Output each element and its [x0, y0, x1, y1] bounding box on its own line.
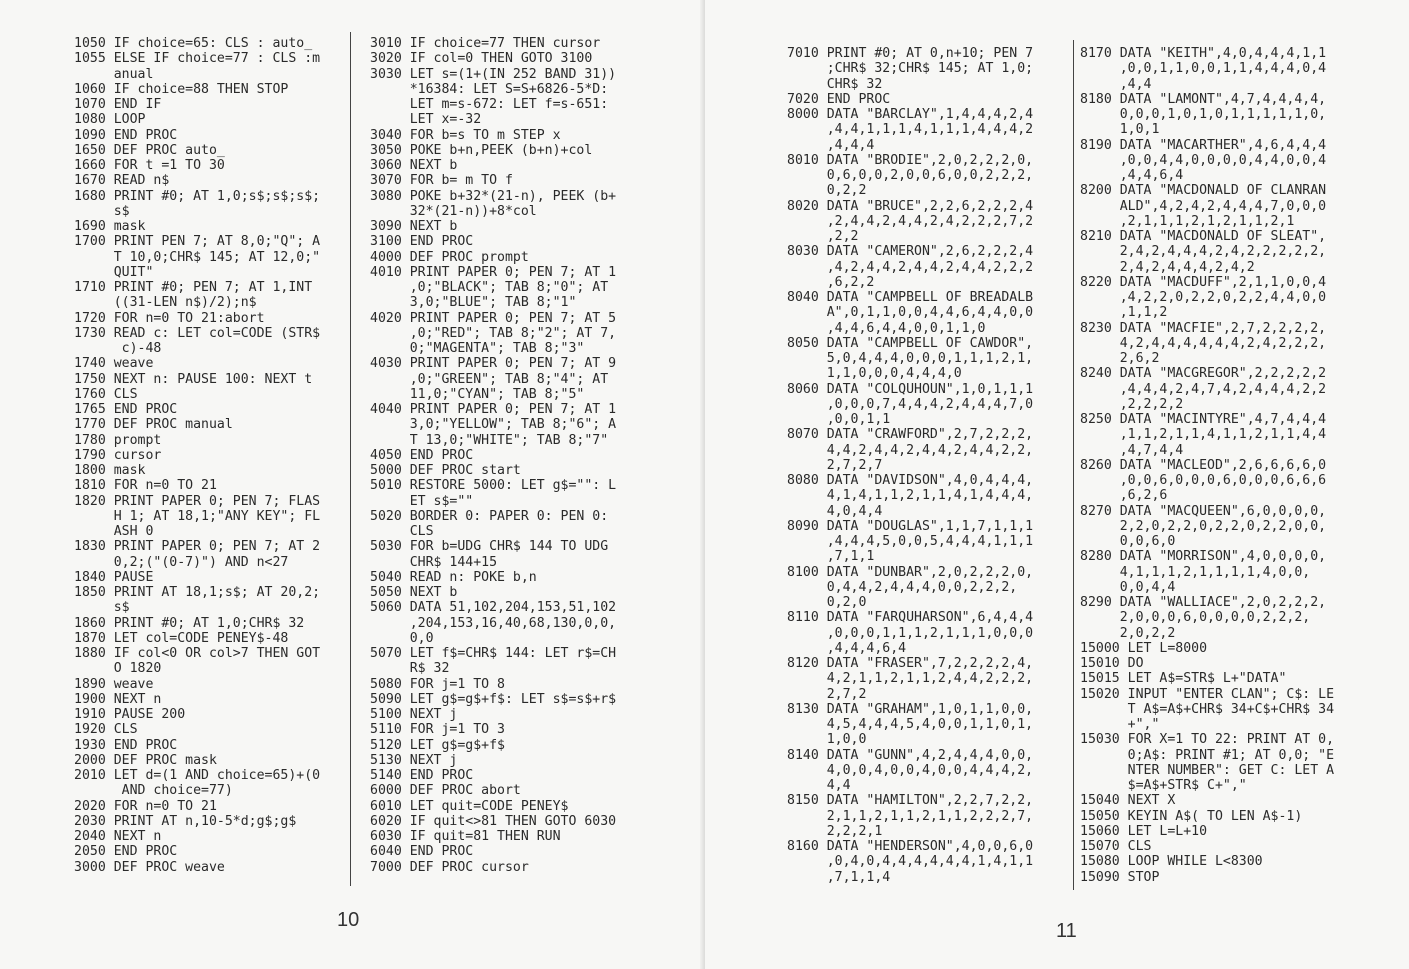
left-page	[0, 0, 704, 969]
column-divider	[1073, 40, 1074, 890]
code-column-3: 7010 PRINT #0; AT 0,n+10; PEN 7 ;CHR$ 32;CHR$ 145; AT 1,0; CHR$ 32 7020 END PROC 8000 DATA "BARCLAY",1,4,4,4,2,4 ,4,4,1,1,1,4,1,1,1,4,4,4,2 ,4,4,4 8010 DATA "BRODIE",2,0,2,2,2,0, 0,6,0,0,2,0,0,6,0,0,2,2,2, 0,2,2 8020 DATA "BRUCE",2,2,6,2,2,2,4 ,2,4,4,2,4,4,2,4,2,2,2,7,2 ,2,2 8030 DATA "CAMERON",2,6,2,2,2,4 ,4,2,4,4,2,4,4,2,4,4,2,2,2 ,6,2,2 8040 DATA "CAMPBELL OF BREADALB A",0,1,1,0,0,4,4,6,4,4,0,0 ,4,4,6,4,4,0,0,1,1,0 8050 DATA "CAMPBELL OF CAWDOR", 5,0,4,4,4,0,0,0,1,1,1,2,1, 1,1,0,0,0,4,4,4,0 8060 DATA "COLQUHOUN",1,0,1,1,1 ,0,0,0,7,4,4,4,2,4,4,4,7,0 ,0,0,1,1 8070 DATA "CRAWFORD",2,7,2,2,2, 4,4,2,4,4,2,4,4,2,4,4,2,2, 2,7,2,7 8080 DATA "DAVIDSON",4,0,4,4,4, 4,1,4,1,1,2,1,1,4,1,4,4,4, 4,0,4,4 8090 DATA "DOUGLAS",1,1,7,1,1,1 ,4,4,4,5,0,0,5,4,4,4,1,1,1 ,7,1,1 8100 DATA "DUNBAR",2,0,2,2,2,0, 0,4,4,2,4,4,4,0,0,2,2,2, 0,2,0 8110 DATA "FARQUHARSON",6,4,4,4 ,0,0,0,1,1,1,2,1,1,1,0,0,0 ,4,4,4,6,4 8120 DATA "FRASER",7,2,2,2,2,4, 4,2,1,1,2,1,1,2,4,4,2,2,2, 2,7,2 8130 DATA "GRAHAM",1,0,1,1,0,0, 4,5,4,4,4,5,4,0,0,1,1,0,1, 1,0,0 8140 DATA "GUNN",4,2,4,4,4,0,0, 4,0,0,4,0,0,4,0,0,4,4,4,2, 4,4 8150 DATA "HAMILTON",2,2,7,2,2, 2,1,1,2,1,1,2,1,1,2,2,2,7, 2,2,2,1 8160 DATA "HENDERSON",4,0,0,6,0 ,0,4,0,4,4,4,4,4,4,1,4,1,1 ,7,1,1,4	[787, 46, 1034, 885]
code-column-4: 8170 DATA "KEITH",4,0,4,4,4,1,1 ,0,0,1,1,0,0,1,1,4,4,4,0,4 ,4,4 8180 DATA "LAMONT",4,7,4,4,4,4, 0,0,0,1,0,1,0,1,1,1,1,1,0, 1,0,1 8190 DATA "MACARTHER",4,6,4,4,4 ,0,0,4,4,0,0,0,0,4,4,0,0,4 ,4,4,6,4 8200 DATA "MACDONALD OF CLANRAN ALD",4,2,4,2,4,4,4,7,0,0,0 ,2,1,1,1,2,1,2,1,1,2,1 8210 DATA "MACDONALD OF SLEAT", 2,4,2,4,4,4,2,4,2,2,2,2,2, 2,4,2,4,4,4,2,4,2 8220 DATA "MACDUFF",2,1,1,0,0,4 ,4,2,2,0,2,2,0,2,2,4,4,0,0 ,1,1,2 8230 DATA "MACFIE",2,7,2,2,2,2, 4,2,4,4,4,4,4,4,2,4,2,2,2, 2,6,2 8240 DATA "MACGREGOR",2,2,2,2,2 ,4,4,4,2,4,7,4,2,4,4,4,2,2 ,2,2,2,2 8250 DATA "MACINTYRE",4,7,4,4,4 ,1,1,2,1,1,4,1,1,2,1,1,4,4 ,4,7,4,4 8260 DATA "MACLEOD",2,6,6,6,6,0 ,0,0,6,0,0,0,6,0,0,0,6,6,6 ,6,2,6 8270 DATA "MACQUEEN",6,0,0,0,0, 2,2,0,2,2,0,2,2,0,2,2,0,0, 0,0,6,0 8280 DATA "MORRISON",4,0,0,0,0, 4,1,1,1,2,1,1,1,1,4,0,0, 0,0,4,4 8290 DATA "WALLIACE",2,0,2,2,2, 2,0,0,0,6,0,0,0,0,2,2,2, 2,0,2,2 15000 LET L=8000 15010 DO 15015 LET A$=STR$ L+"DATA" 15020 INPUT "ENTER CLAN"; C$: LE T A$=A$+CHR$ 34+C$+CHR$ 34 +"," 15030 FOR X=1 TO 22: PRINT AT 0, 0;A$: PRINT #1; AT 0,0; "E NTER NUMBER": GET C: LET A $=A$+STR$ C+"," 15040 NEXT X 15050 KEYIN A$( TO LEN A$-1) 15060 LET L=L+10 15070 CLS 15080 LOOP WHILE L<8300 15090 STOP	[1080, 46, 1335, 885]
page-number: 10	[337, 909, 360, 931]
code-column-2: 3010 IF choice=77 THEN cursor 3020 IF col=0 THEN GOTO 3100 3030 LET s=(1+(IN 252 BAND 31)) *16384: LET S=S+6826-5*D: LET m=s-672: LET f=s-651: LET x=-32 3040 FOR b=s TO m STEP x 3050 POKE b+n,PEEK (b+n)+col 3060 NEXT b 3070 FOR b= m TO f 3080 POKE b+32*(21-n), PEEK (b+ 32*(21-n))+8*col 3090 NEXT b 3100 END PROC 4000 DEF PROC prompt 4010 PRINT PAPER 0; PEN 7; AT 1 ,0;"BLACK"; TAB 8;"0"; AT 3,0;"BLUE"; TAB 8;"1" 4020 PRINT PAPER 0; PEN 7; AT 5 ,0;"RED"; TAB 8;"2"; AT 7, 0;"MAGENTA"; TAB 8;"3" 4030 PRINT PAPER 0; PEN 7; AT 9 ,0;"GREEN"; TAB 8;"4"; AT 11,0;"CYAN"; TAB 8;"5" 4040 PRINT PAPER 0; PEN 7; AT 1 3,0;"YELLOW"; TAB 8;"6"; A T 13,0;"WHITE"; TAB 8;"7" 4050 END PROC 5000 DEF PROC start 5010 RESTORE 5000: LET g$="": L ET s$="" 5020 BORDER 0: PAPER 0: PEN 0: CLS 5030 FOR b=UDG CHR$ 144 TO UDG CHR$ 144+15 5040 READ n: POKE b,n 5050 NEXT b 5060 DATA 51,102,204,153,51,102 ,204,153,16,40,68,130,0,0, 0,0 5070 LET f$=CHR$ 144: LET r$=CH R$ 32 5080 FOR j=1 TO 8 5090 LET g$=g$+f$: LET s$=s$+r$ 5100 NEXT j 5110 FOR j=1 TO 3 5120 LET g$=g$+f$ 5130 NEXT j 5140 END PROC 6000 DEF PROC abort 6010 LET quit=CODE PENEY$ 6020 IF quit<>81 THEN GOTO 6030 6030 IF quit=81 THEN RUN 6040 END PROC 7000 DEF PROC cursor	[370, 36, 617, 875]
code-column-1: 1050 IF choice=65: CLS : auto_ 1055 ELSE IF choice=77 : CLS :m anual 1060 IF choice=88 THEN STOP 1070 END IF 1080 LOOP 1090 END PROC 1650 DEF PROC auto_ 1660 FOR t =1 TO 30 1670 READ n$ 1680 PRINT #0; AT 1,0;s$;s$;s$; s$ 1690 mask 1700 PRINT PEN 7; AT 8,0;"Q"; A T 10,0;CHR$ 145; AT 12,0;" QUIT" 1710 PRINT #0; PEN 7; AT 1,INT ((31-LEN n$)/2);n$ 1720 FOR n=0 TO 21:abort 1730 READ c: LET col=CODE (STR$ c)-48 1740 weave 1750 NEXT n: PAUSE 100: NEXT t 1760 CLS 1765 END PROC 1770 DEF PROC manual 1780 prompt 1790 cursor 1800 mask 1810 FOR n=0 TO 21 1820 PRINT PAPER 0; PEN 7; FLAS H 1; AT 18,1;"ANY KEY"; FL ASH 0 1830 PRINT PAPER 0; PEN 7; AT 2 0,2;("(0-7)") AND n<27 1840 PAUSE 1850 PRINT AT 18,1;s$; AT 20,2; s$ 1860 PRINT #0; AT 1,0;CHR$ 32 1870 LET col=CODE PENEY$-48 1880 IF col<0 OR col>7 THEN GOT O 1820 1890 weave 1900 NEXT n 1910 PAUSE 200 1920 CLS 1930 END PROC 2000 DEF PROC mask 2010 LET d=(1 AND choice=65)+(0 AND choice=77) 2020 FOR n=0 TO 21 2030 PRINT AT n,10-5*d;g$;g$ 2040 NEXT n 2050 END PROC 3000 DEF PROC weave	[74, 36, 321, 875]
column-divider	[350, 32, 351, 886]
page-number: 11	[1056, 920, 1077, 942]
